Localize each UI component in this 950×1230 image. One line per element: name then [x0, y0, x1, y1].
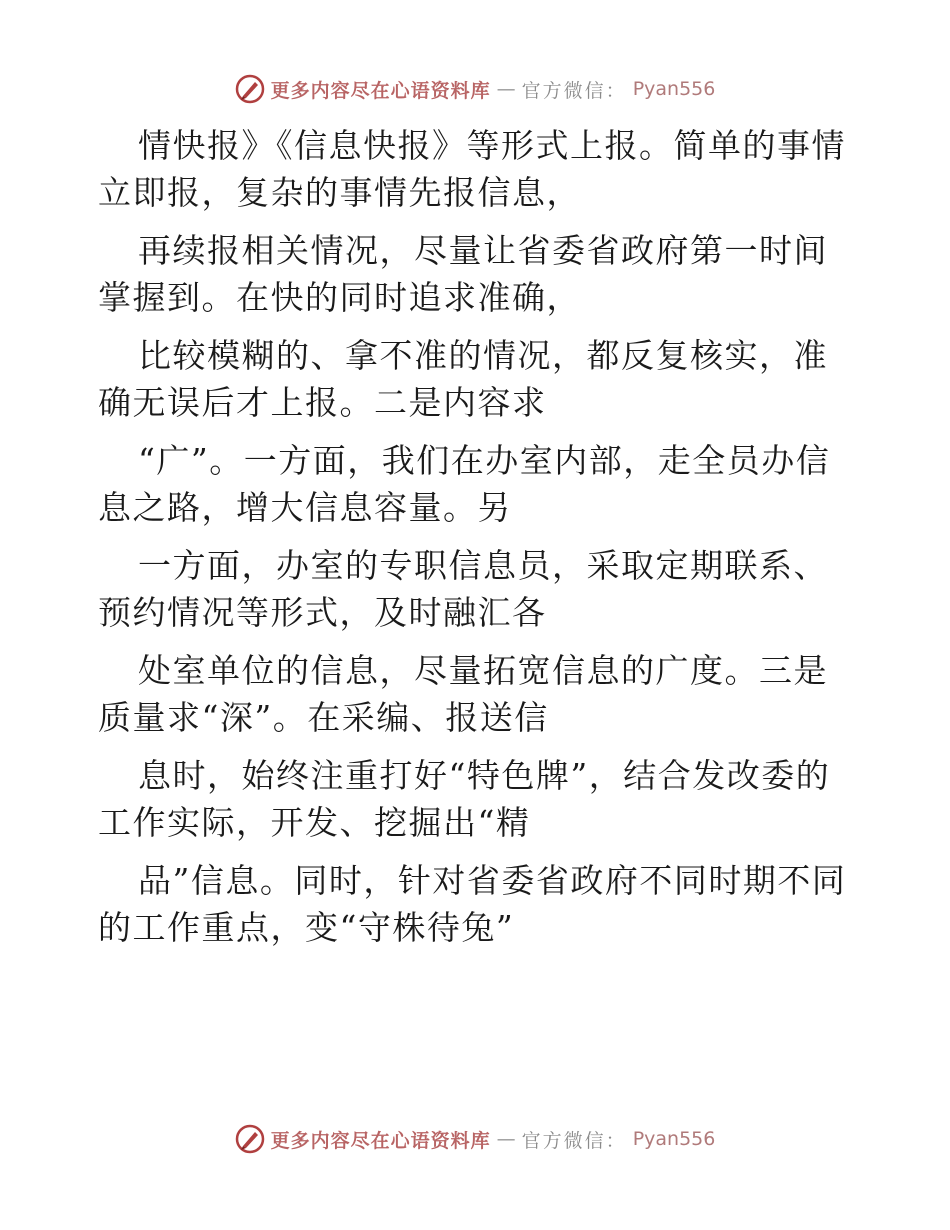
- paragraph-3: 比较模糊的、拿不准的情况，都反复核实，准确无误后才上报。二是内容求: [98, 336, 828, 422]
- watermark-account: Pyan556: [632, 1128, 716, 1150]
- paragraph-7: 息时，始终注重打好“特色牌”，结合发改委的工作实际，开发、挖掘出“精: [98, 756, 831, 842]
- pen-logo-icon: [235, 1124, 265, 1154]
- paragraph-4: “广”。一方面，我们在办室内部，走全员办信息之路，增大信息容量。另: [98, 441, 831, 527]
- pen-logo-icon: [235, 74, 265, 104]
- watermark-brand: 更多内容尽在心语资料库: [270, 1129, 491, 1152]
- paragraph-2: 再续报相关情况，尽量让省委省政府第一时间掌握到。在快的同时追求准确，: [98, 231, 828, 317]
- paragraph-8: 品”信息。同时，针对省委省政府不同时期不同的工作重点，变“守株待兔”: [98, 861, 847, 947]
- paragraph-6: 处室单位的信息，尽量拓宽信息的广度。三是质量求“深”。在采编、报送信: [98, 651, 828, 737]
- watermark-account: Pyan556: [632, 78, 716, 100]
- footer-watermark: [0, 1124, 950, 1154]
- watermark-brand: 更多内容尽在心语资料库: [270, 79, 491, 102]
- paragraph-1: 情快报》《信息快报》等形式上报。简单的事情立即报，复杂的事情先报信息，: [98, 126, 846, 212]
- paragraph-5: 一方面，办室的专职信息员，采取定期联系、预约情况等形式，及时融汇各: [98, 546, 828, 632]
- document-body: [98, 122, 852, 962]
- watermark-label: 官方微信：: [521, 1129, 627, 1152]
- watermark-dash: —: [496, 1128, 516, 1150]
- watermark-dash: —: [496, 78, 516, 100]
- header-watermark: [0, 74, 950, 104]
- watermark-label: 官方微信：: [521, 79, 627, 102]
